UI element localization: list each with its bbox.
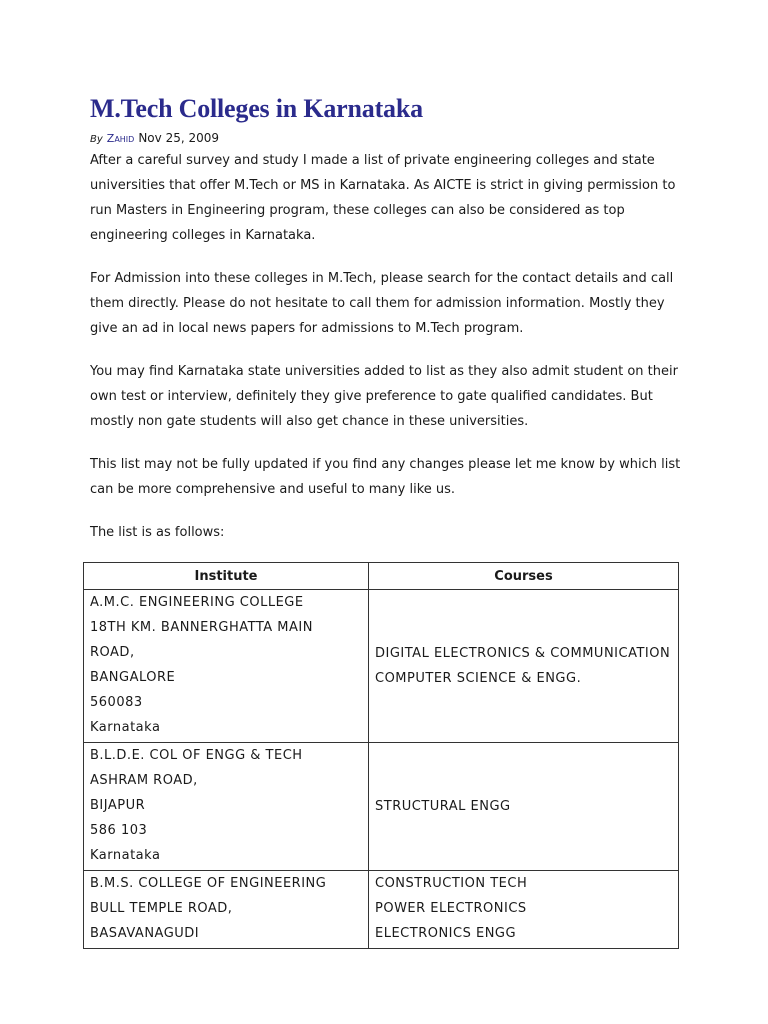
colleges-table xyxy=(83,562,679,949)
paragraph: This list may not be fully updated if you find any changes please let me know by which list can be more comprehensive and useful to many like us. xyxy=(90,457,681,497)
table-row xyxy=(84,871,679,949)
institute-line: A.M.C. ENGINEERING COLLEGE xyxy=(90,595,304,610)
course-line: CONSTRUCTION TECH xyxy=(375,876,528,891)
paragraph: For Admission into these colleges in M.Tech, please search for the contact details and call them directly. Please do not hesitate to call them for admission information. Mostly they give an ad in local news papers for admissions to M.Tech program. xyxy=(90,271,674,336)
institute-line: 18TH KM. BANNERGHATTA MAIN ROAD, xyxy=(90,620,313,660)
page-title: M.Tech Colleges in Karnataka xyxy=(90,94,423,123)
course-line: ELECTRONICS ENGG xyxy=(375,926,517,941)
courses-cell xyxy=(369,871,679,949)
institute-line: BULL TEMPLE ROAD, xyxy=(90,901,233,916)
course-line: COMPUTER SCIENCE & ENGG. xyxy=(375,671,582,686)
table-header-row xyxy=(84,563,679,590)
course-line: STRUCTURAL ENGG xyxy=(375,799,511,814)
courses-cell xyxy=(369,743,679,871)
paragraph: The list is as follows: xyxy=(90,525,225,540)
course-line: DIGITAL ELECTRONICS & COMMUNICATION xyxy=(375,646,671,661)
paragraph: You may find Karnataka state universities added to list as they also admit student on their own test or interview, definitely they give preference to gate qualified candidates. But mostly non gate students will also get chance in these universities. xyxy=(90,364,678,429)
by-label: By xyxy=(90,134,103,145)
institute-cell xyxy=(84,871,369,949)
course-line: POWER ELECTRONICS xyxy=(375,901,527,916)
byline xyxy=(90,130,690,148)
table-row xyxy=(84,743,679,871)
institute-line: B.L.D.E. COL OF ENGG & TECH xyxy=(90,748,303,763)
institute-line: BANGALORE xyxy=(90,670,176,685)
courses-cell xyxy=(369,590,679,743)
institute-line: 586 103 xyxy=(90,823,148,838)
paragraph: After a careful survey and study I made a list of private engineering colleges and state universities that offer M.Tech or MS in Karnataka. As AICTE is strict in giving permission to run Masters in Engineering program, these colleges can also be considered as top engineering colleges in Karnataka. xyxy=(90,153,676,243)
column-header-institute: Institute xyxy=(84,563,369,590)
institute-line: 560083 xyxy=(90,695,143,710)
institute-line: B.M.S. COLLEGE OF ENGINEERING xyxy=(90,876,327,891)
institute-line: ASHRAM ROAD, xyxy=(90,773,198,788)
institute-cell xyxy=(84,590,369,743)
column-header-courses: Courses xyxy=(369,563,679,590)
table-row xyxy=(84,590,679,743)
institute-line: Karnataka xyxy=(90,720,161,735)
institute-line: Karnataka xyxy=(90,848,161,863)
author-link[interactable]: Zahid xyxy=(106,132,135,145)
institute-line: BASAVANAGUDI xyxy=(90,926,200,941)
article xyxy=(90,92,690,563)
post-date: Nov 25, 2009 xyxy=(138,131,219,145)
institute-cell xyxy=(84,743,369,871)
institute-line: BIJAPUR xyxy=(90,798,146,813)
